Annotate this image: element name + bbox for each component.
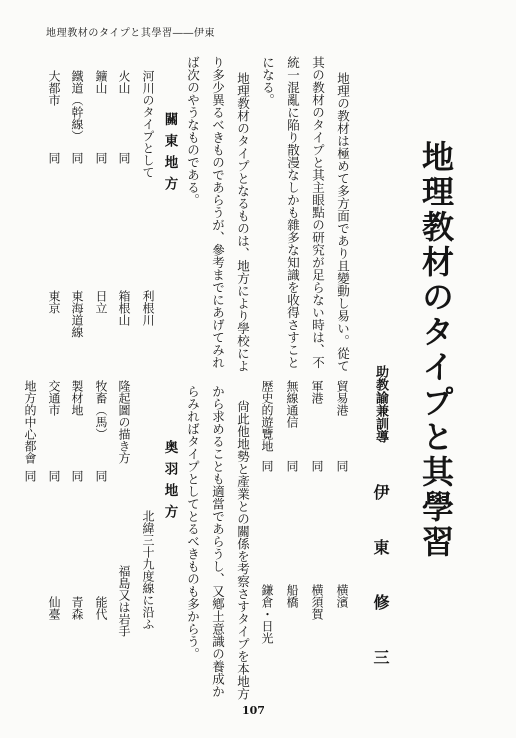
- author-line: [372, 365, 388, 685]
- section-heading-kanto: 關東地方: [161, 112, 178, 198]
- list-item-type: 鑛山: [94, 70, 108, 94]
- list-item-type: 大都市: [47, 70, 61, 106]
- list-item-type: 牧畜（馬）: [94, 380, 108, 440]
- list-item-type: 火山: [117, 70, 131, 94]
- list-item-mark: 同: [117, 152, 131, 164]
- list-item-mark: 同: [94, 470, 108, 482]
- author-name-char: 伊: [371, 484, 390, 500]
- list-item-example: 利根川: [141, 290, 155, 326]
- list-item-type: 交通市: [47, 380, 61, 416]
- list-item-mark: 同: [23, 470, 37, 482]
- author-name-char: 修: [371, 594, 390, 610]
- list-item-type: 無線通信: [285, 380, 299, 428]
- paragraph-line: になる。: [260, 56, 276, 106]
- list-item-example: 船橋: [285, 584, 299, 608]
- paragraph-line: ば次のやうなものである。: [185, 56, 201, 206]
- list-item-mark: 同: [94, 152, 108, 164]
- list-item-mark: 同: [47, 152, 61, 164]
- paragraph-line: 地理教材のタイプとなるものは、地方により學校によ: [235, 72, 251, 372]
- list-item-type: 製材地: [70, 380, 84, 416]
- list-item-example: 仙臺: [47, 596, 61, 620]
- list-item-example: 東海道線: [70, 290, 84, 338]
- list-item-mark: 同: [260, 460, 274, 472]
- paragraph-line: 尙此他地勢と產業との關係を考察さすタイプを本地方: [235, 400, 251, 700]
- page-number: 107: [242, 704, 265, 717]
- list-item-type: 地方的中心都會: [23, 380, 37, 464]
- list-item-example: 東京: [47, 290, 61, 314]
- paragraph-line: らみればタイプとしてとるべきものも多からう。: [185, 385, 201, 660]
- list-item-type: 北緯三十九度線に沿ふ: [141, 510, 155, 630]
- list-item-example: 青森: [70, 596, 84, 620]
- paragraph-line: から求めることも適當であらうし、又鄕土意識の養成か: [210, 385, 226, 698]
- list-item-type: 隆起圖の描き方: [117, 380, 131, 464]
- section-heading-ou: 奥羽地方: [161, 440, 178, 526]
- article-title: 地理教材のタイプと其學習: [417, 140, 455, 560]
- list-item-type: 歴史的遊覽地: [260, 380, 274, 452]
- list-item-example: 横須賀: [310, 584, 324, 620]
- list-item-example: 日立: [94, 290, 108, 314]
- list-item-example: 福島又は岩手: [117, 565, 131, 637]
- paragraph-line: 地理の教材は極めて多方面であり且變動し易い。從て: [335, 72, 351, 372]
- list-item-mark: 同: [285, 460, 299, 472]
- list-item-type: 貿易港: [335, 380, 349, 416]
- list-item-type: 河川のタイプとして: [141, 70, 155, 178]
- author-role: 助教諭兼訓導: [373, 365, 388, 443]
- list-item-example: 箱根山: [117, 290, 131, 326]
- list-item-example: 横濱: [335, 584, 349, 608]
- list-item-example: 鎌倉・日光: [260, 584, 274, 644]
- list-item-type: 軍港: [310, 380, 324, 404]
- author-name-char: 東: [371, 539, 390, 555]
- list-item-type: 鐵道（幹線）: [70, 70, 84, 142]
- author-name-char: 三: [371, 649, 390, 665]
- list-item-mark: 同: [47, 470, 61, 482]
- list-item-example: 能代: [94, 596, 108, 620]
- list-item-mark: 同: [310, 460, 324, 472]
- list-item-mark: 同: [70, 152, 84, 164]
- paragraph-line: 統一混亂に陥り散漫なしかも雜多な知識を收得さすこと: [285, 56, 301, 369]
- running-header: 地理教材のタイプと其學習――伊東: [46, 28, 216, 39]
- paragraph-line: り多少異るべきものであらうが、參考までにあげてみれ: [210, 56, 226, 369]
- list-item-mark: 同: [70, 470, 84, 482]
- paragraph-line: 其の教材のタイプと其主眼點の研究が足らない時は、不: [310, 56, 326, 369]
- list-item-mark: 同: [335, 460, 349, 472]
